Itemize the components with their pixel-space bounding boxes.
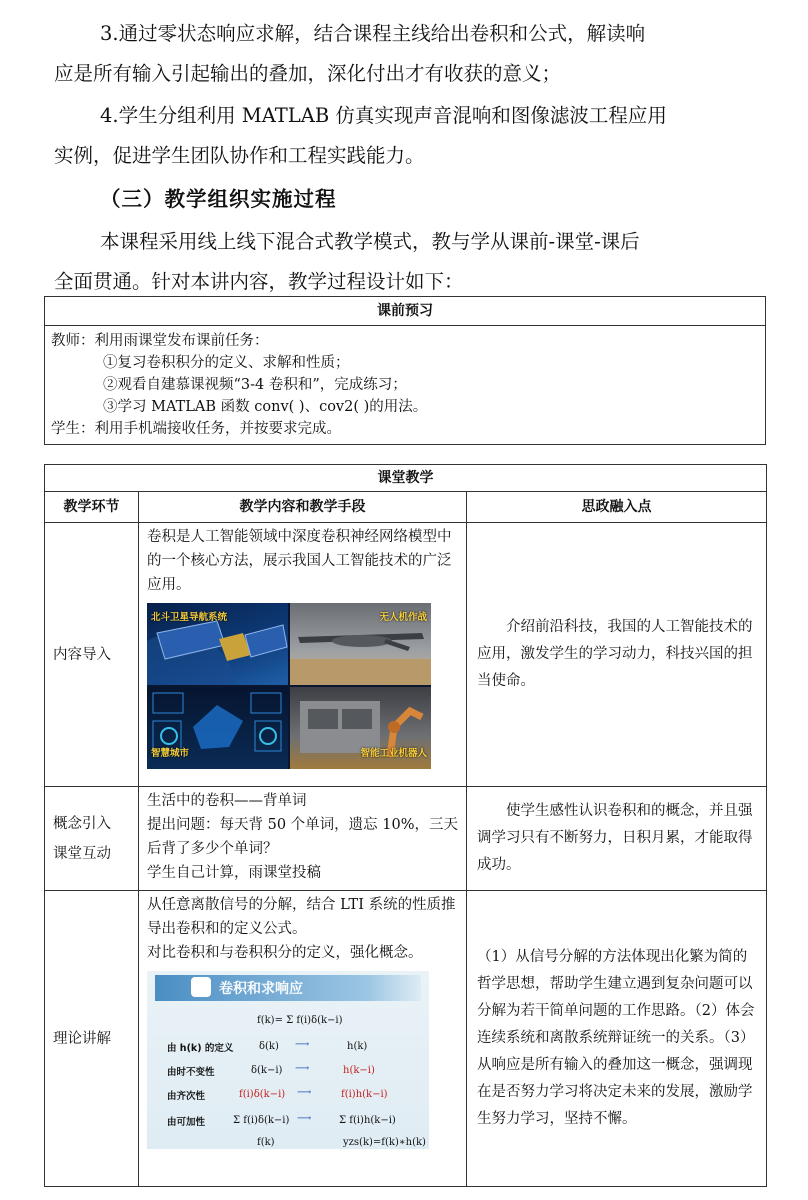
col-header-ideology: 思政融入点 bbox=[467, 492, 767, 523]
formula-left: f(i)δ(k−i) bbox=[239, 1089, 286, 1100]
student-line: 学生：利用手机端接收任务，并按要求完成。 bbox=[51, 421, 341, 437]
formula-label: 由时不变性 bbox=[167, 1067, 215, 1078]
ideology-cell: （1）从信号分解的方法体现出化繁为简的哲学思想，帮助学生建立遇到复杂问题可以分解为若干简单问题的工作思路。（2）体会连续系统和离散系统辩证统一的关系。（3）从响应是所有输入的叠加这一概念，强调现在是否努力学习将决定未来的发展，激励学生努力学习，坚持不懈。 bbox=[467, 891, 767, 1187]
formula-label: 由齐次性 bbox=[167, 1091, 206, 1102]
in-class-table bbox=[44, 464, 767, 1187]
drone-image bbox=[290, 603, 431, 685]
pre-class-body bbox=[45, 326, 766, 445]
pre-class-title: 课前预习 bbox=[45, 297, 766, 326]
formula-left: δ(k−i) bbox=[251, 1065, 283, 1076]
in-class-title: 课堂教学 bbox=[45, 465, 767, 492]
arrow-icon: ⟶ bbox=[295, 1063, 310, 1074]
section-heading: （三）教学组织实施过程 bbox=[100, 187, 337, 211]
arrow-icon: ⟶ bbox=[295, 1039, 310, 1050]
ideology-cell: 使学生感性认识卷积和的概念，并且强调学习只有不断努力，日积月累，才能取得成功。 bbox=[467, 787, 767, 891]
formula-bottom-right: yzs(k)=f(k)∗h(k) bbox=[343, 1137, 426, 1148]
col-header-stage: 教学环节 bbox=[45, 492, 139, 523]
text-line: 全面贯通。针对本讲内容，教学过程设计如下： bbox=[54, 270, 464, 293]
content-line: 生活中的卷积——背单词 bbox=[147, 793, 307, 809]
content-cell bbox=[139, 891, 467, 1187]
content-text: 卷积是人工智能领域中深度卷积神经网络模型中的一个核心方法，展示我国人工智能技术的广泛应用。 bbox=[147, 529, 452, 593]
stage-cell: 理论讲解 bbox=[45, 891, 139, 1187]
text-line: 4.学生分组利用 MATLAB 仿真实现声音混响和图像滤波工程应用 bbox=[100, 104, 667, 127]
objective-4 bbox=[54, 96, 760, 176]
task-item: ①复习卷积积分的定义、求解和性质； bbox=[103, 355, 350, 371]
content-cell bbox=[139, 523, 467, 787]
collage-label: 智慧城市 bbox=[151, 748, 190, 759]
text-line: 应是所有输入引起输出的叠加，深化付出才有收获的意义； bbox=[54, 62, 562, 85]
formula-right: f(i)h(k−i) bbox=[341, 1089, 388, 1100]
content-line: 提出问题：每天背 50 个单词，遗忘 10%，三天后背了多少个单词？ bbox=[147, 817, 459, 857]
slide-title: 二、卷积和求响应 bbox=[191, 981, 303, 997]
content-line: 学生自己计算，雨课堂投稿 bbox=[147, 865, 321, 881]
collage-label: 智能工业机器人 bbox=[360, 748, 427, 759]
task-item: ②观看自建慕课视频“3-4 卷积和”，完成练习； bbox=[103, 377, 407, 393]
formula-label: 由可加性 bbox=[167, 1117, 206, 1128]
formula-left: Σ f(i)δ(k−i) bbox=[233, 1115, 290, 1126]
objective-3 bbox=[54, 14, 760, 94]
formula-bottom-left: f(k) bbox=[257, 1137, 275, 1148]
satellite-image bbox=[147, 603, 288, 685]
stage-cell bbox=[45, 787, 139, 891]
collage-label: 无人机作战 bbox=[379, 612, 427, 623]
formula-left: δ(k) bbox=[259, 1041, 279, 1052]
text-line: 3.通过零状态响应求解，结合课程主线给出卷积和公式，解读响 bbox=[100, 22, 646, 45]
arrow-icon: ⟶ bbox=[297, 1087, 312, 1098]
arrow-icon: ⟶ bbox=[297, 1113, 312, 1124]
ideology-cell: 介绍前沿科技，我国的人工智能技术的应用，激发学生的学习动力，科技兴国的担当使命。 bbox=[467, 523, 767, 787]
smart-city-image bbox=[147, 687, 288, 769]
intro-paragraph bbox=[54, 222, 760, 302]
stage-line: 概念引入 bbox=[53, 815, 111, 832]
formula-top: f(k)= Σ f(i)δ(k−i) bbox=[257, 1015, 343, 1026]
formula-right: Σ f(i)h(k−i) bbox=[339, 1115, 396, 1126]
content-line: 从任意离散信号的分解，结合 LTI 系统的性质推导出卷积和的定义公式。 bbox=[147, 897, 456, 937]
content-line: 对比卷积和与卷积积分的定义，强化概念。 bbox=[147, 945, 423, 961]
pre-class-table bbox=[44, 296, 766, 445]
formula-label: 由 h(k) 的定义 bbox=[167, 1043, 234, 1054]
formula-right: h(k−i) bbox=[343, 1065, 375, 1076]
content-cell bbox=[139, 787, 467, 891]
teacher-line: 教师：利用雨课堂发布课前任务： bbox=[51, 333, 269, 349]
robot-image bbox=[290, 687, 431, 769]
task-item: ③学习 MATLAB 函数 conv( )、cov2( )的用法。 bbox=[103, 399, 428, 415]
text-line: 本课程采用线上线下混合式教学模式，教与学从课前-课堂-课后 bbox=[100, 230, 640, 253]
formula-right: h(k) bbox=[347, 1041, 368, 1052]
stage-line: 课堂互动 bbox=[53, 845, 111, 862]
stage-cell: 内容导入 bbox=[45, 523, 139, 787]
collage-label: 北斗卫星导航系统 bbox=[151, 612, 228, 623]
text-line: 实例，促进学生团队协作和工程实践能力。 bbox=[54, 144, 425, 167]
col-header-content: 教学内容和教学手段 bbox=[139, 492, 467, 523]
ai-applications-collage bbox=[147, 603, 431, 769]
convolution-formula-slide bbox=[147, 971, 429, 1149]
slide-title-bar bbox=[155, 975, 421, 1001]
